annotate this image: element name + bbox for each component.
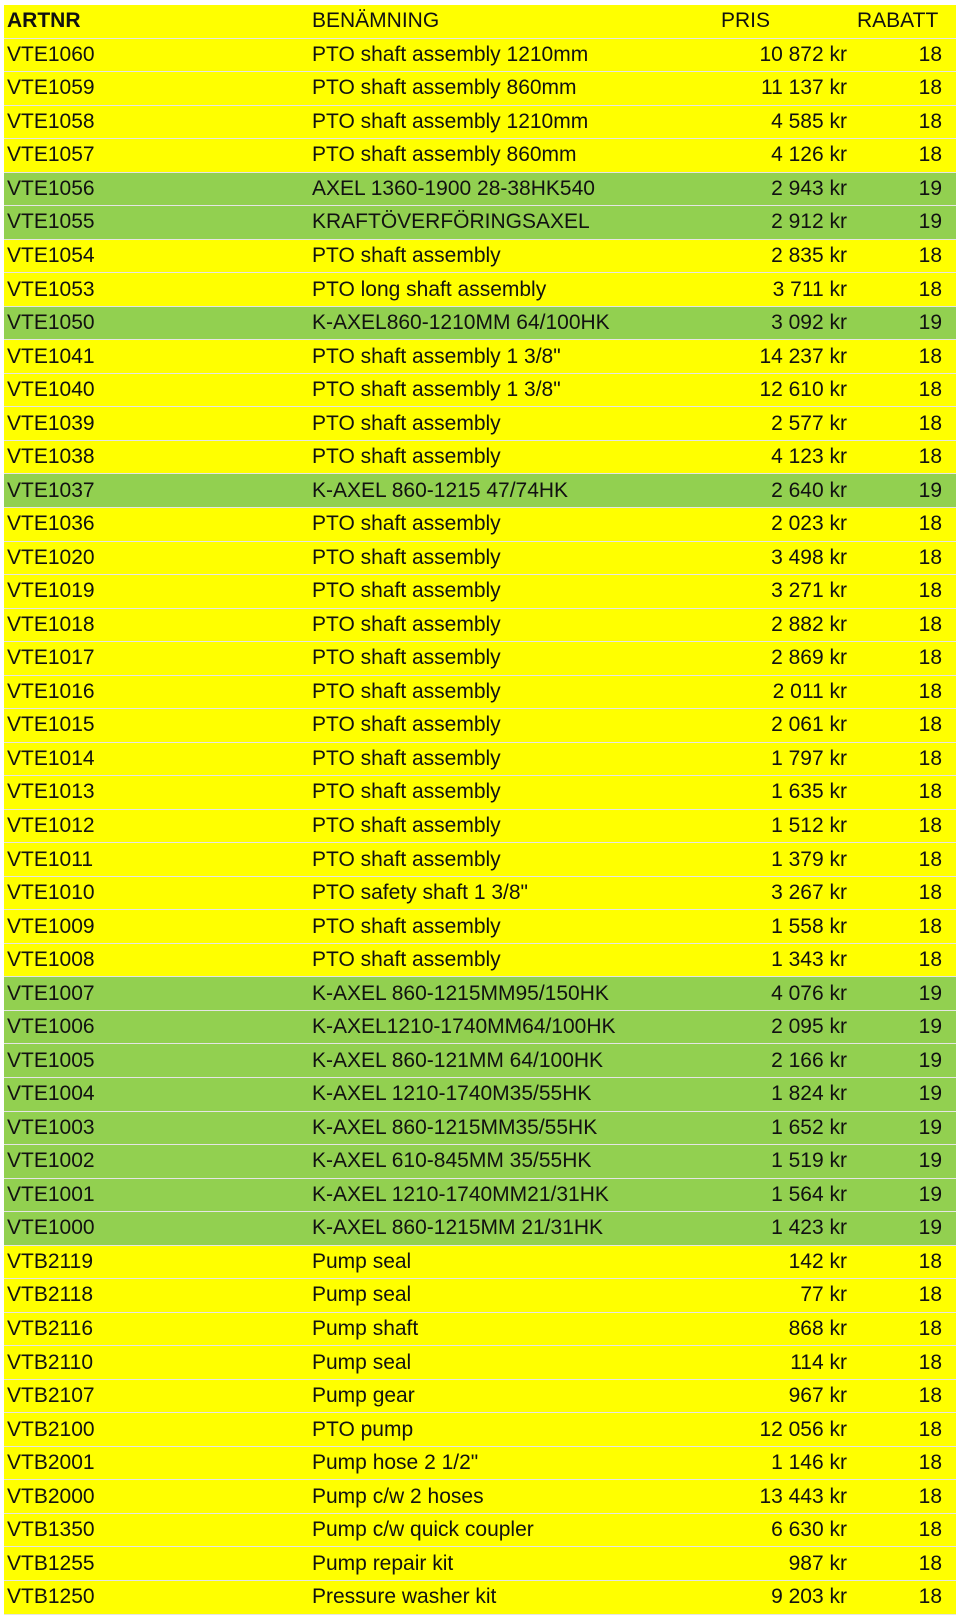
cell-name: Pressure washer kit bbox=[306, 1580, 709, 1614]
table-row bbox=[4, 876, 956, 910]
cell-artnr: VTE1004 bbox=[4, 1078, 306, 1112]
cell-artnr: VTB2100 bbox=[4, 1413, 306, 1447]
cell-artnr: VTE1006 bbox=[4, 1010, 306, 1044]
cell-discount: 19 bbox=[847, 1044, 956, 1078]
cell-artnr: VTE1016 bbox=[4, 675, 306, 709]
cell-name: PTO shaft assembly 860mm bbox=[306, 72, 709, 106]
cell-name: PTO shaft assembly 1210mm bbox=[306, 38, 709, 72]
cell-price: 1 343 kr bbox=[709, 943, 847, 977]
cell-artnr: VTB2119 bbox=[4, 1245, 306, 1279]
cell-artnr: VTE1005 bbox=[4, 1044, 306, 1078]
table-row bbox=[4, 172, 956, 206]
cell-discount: 18 bbox=[847, 105, 956, 139]
table-row bbox=[4, 1010, 956, 1044]
cell-name: AXEL 1360-1900 28-38HK540 bbox=[306, 172, 709, 206]
cell-name: KRAFTÖVERFÖRINGSAXEL bbox=[306, 206, 709, 240]
table-row bbox=[4, 1044, 956, 1078]
cell-price: 1 635 kr bbox=[709, 776, 847, 810]
cell-name: PTO shaft assembly bbox=[306, 440, 709, 474]
cell-price: 3 267 kr bbox=[709, 876, 847, 910]
cell-price: 1 652 kr bbox=[709, 1111, 847, 1145]
cell-price: 2 912 kr bbox=[709, 206, 847, 240]
table-body bbox=[4, 38, 956, 1614]
table-row bbox=[4, 1480, 956, 1514]
cell-name: K-AXEL 1210-1740M35/55HK bbox=[306, 1078, 709, 1112]
cell-price: 1 423 kr bbox=[709, 1212, 847, 1246]
cell-discount: 19 bbox=[847, 206, 956, 240]
cell-name: PTO shaft assembly bbox=[306, 507, 709, 541]
cell-artnr: VTE1058 bbox=[4, 105, 306, 139]
cell-artnr: VTE1001 bbox=[4, 1178, 306, 1212]
cell-price: 77 kr bbox=[709, 1279, 847, 1313]
table-row bbox=[4, 943, 956, 977]
cell-artnr: VTE1003 bbox=[4, 1111, 306, 1145]
cell-name: PTO shaft assembly bbox=[306, 742, 709, 776]
cell-name: Pump c/w quick coupler bbox=[306, 1513, 709, 1547]
cell-discount: 18 bbox=[847, 876, 956, 910]
header-artnr: ARTNR bbox=[4, 5, 306, 38]
cell-price: 4 076 kr bbox=[709, 977, 847, 1011]
cell-name: PTO shaft assembly bbox=[306, 943, 709, 977]
cell-price: 2 577 kr bbox=[709, 407, 847, 441]
cell-price: 2 835 kr bbox=[709, 239, 847, 273]
cell-artnr: VTE1050 bbox=[4, 306, 306, 340]
table-row bbox=[4, 977, 956, 1011]
cell-discount: 18 bbox=[847, 1346, 956, 1380]
cell-name: PTO shaft assembly 860mm bbox=[306, 139, 709, 173]
cell-price: 2 023 kr bbox=[709, 507, 847, 541]
table-row bbox=[4, 1212, 956, 1246]
cell-discount: 18 bbox=[847, 1580, 956, 1614]
cell-artnr: VTB2001 bbox=[4, 1446, 306, 1480]
cell-price: 142 kr bbox=[709, 1245, 847, 1279]
table-row bbox=[4, 340, 956, 374]
cell-name: Pump c/w 2 hoses bbox=[306, 1480, 709, 1514]
cell-discount: 19 bbox=[847, 1178, 956, 1212]
cell-price: 4 123 kr bbox=[709, 440, 847, 474]
cell-price: 114 kr bbox=[709, 1346, 847, 1380]
cell-discount: 18 bbox=[847, 541, 956, 575]
cell-name: PTO shaft assembly bbox=[306, 843, 709, 877]
cell-artnr: VTE1014 bbox=[4, 742, 306, 776]
cell-name: PTO shaft assembly bbox=[306, 642, 709, 676]
table-row bbox=[4, 709, 956, 743]
table-row bbox=[4, 608, 956, 642]
cell-name: PTO shaft assembly bbox=[306, 675, 709, 709]
table-row bbox=[4, 910, 956, 944]
cell-name: Pump seal bbox=[306, 1279, 709, 1313]
cell-artnr: VTB2116 bbox=[4, 1312, 306, 1346]
cell-discount: 19 bbox=[847, 1212, 956, 1246]
cell-discount: 18 bbox=[847, 1446, 956, 1480]
cell-artnr: VTE1017 bbox=[4, 642, 306, 676]
cell-name: PTO shaft assembly bbox=[306, 608, 709, 642]
table-row bbox=[4, 1547, 956, 1581]
cell-price: 3 498 kr bbox=[709, 541, 847, 575]
cell-artnr: VTE1037 bbox=[4, 474, 306, 508]
cell-discount: 18 bbox=[847, 373, 956, 407]
cell-discount: 18 bbox=[847, 742, 956, 776]
cell-name: PTO shaft assembly bbox=[306, 910, 709, 944]
cell-discount: 19 bbox=[847, 306, 956, 340]
cell-name: PTO shaft assembly bbox=[306, 776, 709, 810]
cell-artnr: VTB1250 bbox=[4, 1580, 306, 1614]
cell-name: PTO shaft assembly 1210mm bbox=[306, 105, 709, 139]
table-row bbox=[4, 373, 956, 407]
cell-name: Pump shaft bbox=[306, 1312, 709, 1346]
cell-artnr: VTE1054 bbox=[4, 239, 306, 273]
cell-price: 2 095 kr bbox=[709, 1010, 847, 1044]
cell-name: K-AXEL 610-845MM 35/55HK bbox=[306, 1145, 709, 1179]
cell-name: PTO shaft assembly bbox=[306, 809, 709, 843]
cell-discount: 18 bbox=[847, 1312, 956, 1346]
cell-price: 14 237 kr bbox=[709, 340, 847, 374]
cell-discount: 19 bbox=[847, 474, 956, 508]
cell-discount: 18 bbox=[847, 1279, 956, 1313]
table-row bbox=[4, 206, 956, 240]
cell-price: 4 585 kr bbox=[709, 105, 847, 139]
cell-artnr: VTB2107 bbox=[4, 1379, 306, 1413]
cell-artnr: VTE1010 bbox=[4, 876, 306, 910]
cell-price: 9 203 kr bbox=[709, 1580, 847, 1614]
cell-price: 967 kr bbox=[709, 1379, 847, 1413]
cell-name: PTO safety shaft 1 3/8" bbox=[306, 876, 709, 910]
cell-name: PTO shaft assembly bbox=[306, 709, 709, 743]
cell-artnr: VTE1013 bbox=[4, 776, 306, 810]
table-row bbox=[4, 809, 956, 843]
cell-name: Pump seal bbox=[306, 1346, 709, 1380]
table-row bbox=[4, 575, 956, 609]
cell-discount: 18 bbox=[847, 139, 956, 173]
cell-discount: 18 bbox=[847, 407, 956, 441]
cell-price: 2 869 kr bbox=[709, 642, 847, 676]
cell-price: 12 056 kr bbox=[709, 1413, 847, 1447]
cell-name: K-AXEL 860-1215 47/74HK bbox=[306, 474, 709, 508]
cell-name: K-AXEL 860-121MM 64/100HK bbox=[306, 1044, 709, 1078]
cell-discount: 19 bbox=[847, 1145, 956, 1179]
cell-artnr: VTE1009 bbox=[4, 910, 306, 944]
cell-name: PTO shaft assembly bbox=[306, 575, 709, 609]
cell-artnr: VTE1008 bbox=[4, 943, 306, 977]
table-row bbox=[4, 239, 956, 273]
cell-artnr: VTE1000 bbox=[4, 1212, 306, 1246]
header-discount: RABATT bbox=[847, 5, 956, 38]
cell-price: 1 519 kr bbox=[709, 1145, 847, 1179]
cell-artnr: VTE1020 bbox=[4, 541, 306, 575]
table-row bbox=[4, 1513, 956, 1547]
cell-discount: 18 bbox=[847, 943, 956, 977]
cell-price: 3 271 kr bbox=[709, 575, 847, 609]
cell-price: 10 872 kr bbox=[709, 38, 847, 72]
table-row bbox=[4, 440, 956, 474]
cell-discount: 18 bbox=[847, 608, 956, 642]
cell-artnr: VTE1011 bbox=[4, 843, 306, 877]
cell-discount: 18 bbox=[847, 507, 956, 541]
cell-discount: 18 bbox=[847, 239, 956, 273]
cell-name: K-AXEL 860-1215MM 21/31HK bbox=[306, 1212, 709, 1246]
cell-artnr: VTE1018 bbox=[4, 608, 306, 642]
cell-artnr: VTE1040 bbox=[4, 373, 306, 407]
cell-price: 13 443 kr bbox=[709, 1480, 847, 1514]
cell-price: 1 379 kr bbox=[709, 843, 847, 877]
cell-discount: 18 bbox=[847, 1413, 956, 1447]
cell-discount: 18 bbox=[847, 273, 956, 307]
table-row bbox=[4, 38, 956, 72]
cell-price: 1 558 kr bbox=[709, 910, 847, 944]
table-row bbox=[4, 742, 956, 776]
cell-price: 3 711 kr bbox=[709, 273, 847, 307]
cell-artnr: VTE1059 bbox=[4, 72, 306, 106]
cell-price: 2 882 kr bbox=[709, 608, 847, 642]
cell-discount: 19 bbox=[847, 977, 956, 1011]
table-row bbox=[4, 139, 956, 173]
table-row bbox=[4, 407, 956, 441]
table-row bbox=[4, 1346, 956, 1380]
cell-artnr: VTB1350 bbox=[4, 1513, 306, 1547]
table-row bbox=[4, 105, 956, 139]
cell-price: 1 824 kr bbox=[709, 1078, 847, 1112]
cell-artnr: VTE1007 bbox=[4, 977, 306, 1011]
cell-artnr: VTB2000 bbox=[4, 1480, 306, 1514]
cell-artnr: VTB1255 bbox=[4, 1547, 306, 1581]
table-row bbox=[4, 541, 956, 575]
cell-name: K-AXEL 860-1215MM35/55HK bbox=[306, 1111, 709, 1145]
cell-artnr: VTE1057 bbox=[4, 139, 306, 173]
cell-discount: 18 bbox=[847, 38, 956, 72]
cell-artnr: VTE1038 bbox=[4, 440, 306, 474]
table-row bbox=[4, 642, 956, 676]
cell-name: Pump seal bbox=[306, 1245, 709, 1279]
table-row bbox=[4, 1245, 956, 1279]
table-row bbox=[4, 1178, 956, 1212]
cell-name: Pump repair kit bbox=[306, 1547, 709, 1581]
cell-price: 1 797 kr bbox=[709, 742, 847, 776]
cell-price: 11 137 kr bbox=[709, 72, 847, 106]
cell-artnr: VTE1053 bbox=[4, 273, 306, 307]
cell-artnr: VTE1012 bbox=[4, 809, 306, 843]
cell-discount: 18 bbox=[847, 72, 956, 106]
header-name: BENÄMNING bbox=[306, 5, 709, 38]
cell-price: 868 kr bbox=[709, 1312, 847, 1346]
table-row bbox=[4, 675, 956, 709]
cell-artnr: VTB2118 bbox=[4, 1279, 306, 1313]
table-row bbox=[4, 1446, 956, 1480]
header-row bbox=[4, 5, 956, 38]
table-row bbox=[4, 72, 956, 106]
cell-discount: 18 bbox=[847, 709, 956, 743]
cell-name: PTO pump bbox=[306, 1413, 709, 1447]
table-row bbox=[4, 1279, 956, 1313]
cell-name: K-AXEL 1210-1740MM21/31HK bbox=[306, 1178, 709, 1212]
cell-discount: 18 bbox=[847, 340, 956, 374]
cell-artnr: VTE1036 bbox=[4, 507, 306, 541]
table-row bbox=[4, 1413, 956, 1447]
cell-discount: 18 bbox=[847, 843, 956, 877]
cell-name: PTO shaft assembly bbox=[306, 407, 709, 441]
cell-artnr: VTE1056 bbox=[4, 172, 306, 206]
table-row bbox=[4, 306, 956, 340]
cell-name: Pump gear bbox=[306, 1379, 709, 1413]
cell-discount: 18 bbox=[847, 675, 956, 709]
cell-price: 6 630 kr bbox=[709, 1513, 847, 1547]
cell-name: Pump hose 2 1/2" bbox=[306, 1446, 709, 1480]
cell-discount: 18 bbox=[847, 440, 956, 474]
table-row bbox=[4, 843, 956, 877]
cell-price: 2 640 kr bbox=[709, 474, 847, 508]
cell-discount: 18 bbox=[847, 1480, 956, 1514]
cell-discount: 18 bbox=[847, 575, 956, 609]
cell-artnr: VTE1015 bbox=[4, 709, 306, 743]
cell-name: PTO shaft assembly 1 3/8" bbox=[306, 373, 709, 407]
cell-artnr: VTE1019 bbox=[4, 575, 306, 609]
cell-price: 2 011 kr bbox=[709, 675, 847, 709]
table-row bbox=[4, 474, 956, 508]
cell-artnr: VTE1055 bbox=[4, 206, 306, 240]
table-row bbox=[4, 507, 956, 541]
cell-discount: 19 bbox=[847, 1078, 956, 1112]
cell-discount: 19 bbox=[847, 1111, 956, 1145]
cell-price: 4 126 kr bbox=[709, 139, 847, 173]
cell-discount: 19 bbox=[847, 172, 956, 206]
cell-price: 1 564 kr bbox=[709, 1178, 847, 1212]
table-row bbox=[4, 1145, 956, 1179]
cell-price: 2 061 kr bbox=[709, 709, 847, 743]
cell-price: 2 166 kr bbox=[709, 1044, 847, 1078]
cell-discount: 18 bbox=[847, 809, 956, 843]
table-row bbox=[4, 1078, 956, 1112]
price-list-table bbox=[4, 5, 956, 1615]
cell-name: PTO shaft assembly bbox=[306, 541, 709, 575]
cell-name: K-AXEL860-1210MM 64/100HK bbox=[306, 306, 709, 340]
table-row bbox=[4, 776, 956, 810]
cell-price: 12 610 kr bbox=[709, 373, 847, 407]
cell-price: 1 146 kr bbox=[709, 1446, 847, 1480]
cell-discount: 19 bbox=[847, 1010, 956, 1044]
cell-price: 2 943 kr bbox=[709, 172, 847, 206]
cell-discount: 18 bbox=[847, 1513, 956, 1547]
cell-artnr: VTE1060 bbox=[4, 38, 306, 72]
cell-price: 3 092 kr bbox=[709, 306, 847, 340]
table-row bbox=[4, 1580, 956, 1614]
cell-artnr: VTE1041 bbox=[4, 340, 306, 374]
cell-name: PTO long shaft assembly bbox=[306, 273, 709, 307]
cell-price: 1 512 kr bbox=[709, 809, 847, 843]
cell-discount: 18 bbox=[847, 1547, 956, 1581]
table-row bbox=[4, 273, 956, 307]
cell-artnr: VTB2110 bbox=[4, 1346, 306, 1380]
table-row bbox=[4, 1379, 956, 1413]
cell-artnr: VTE1039 bbox=[4, 407, 306, 441]
cell-name: PTO shaft assembly bbox=[306, 239, 709, 273]
cell-price: 987 kr bbox=[709, 1547, 847, 1581]
table-row bbox=[4, 1312, 956, 1346]
cell-discount: 18 bbox=[847, 1379, 956, 1413]
cell-name: PTO shaft assembly 1 3/8" bbox=[306, 340, 709, 374]
cell-discount: 18 bbox=[847, 642, 956, 676]
header-price: PRIS bbox=[709, 5, 847, 38]
table-row bbox=[4, 1111, 956, 1145]
cell-discount: 18 bbox=[847, 910, 956, 944]
cell-name: K-AXEL 860-1215MM95/150HK bbox=[306, 977, 709, 1011]
cell-artnr: VTE1002 bbox=[4, 1145, 306, 1179]
cell-name: K-AXEL1210-1740MM64/100HK bbox=[306, 1010, 709, 1044]
cell-discount: 18 bbox=[847, 776, 956, 810]
cell-discount: 18 bbox=[847, 1245, 956, 1279]
